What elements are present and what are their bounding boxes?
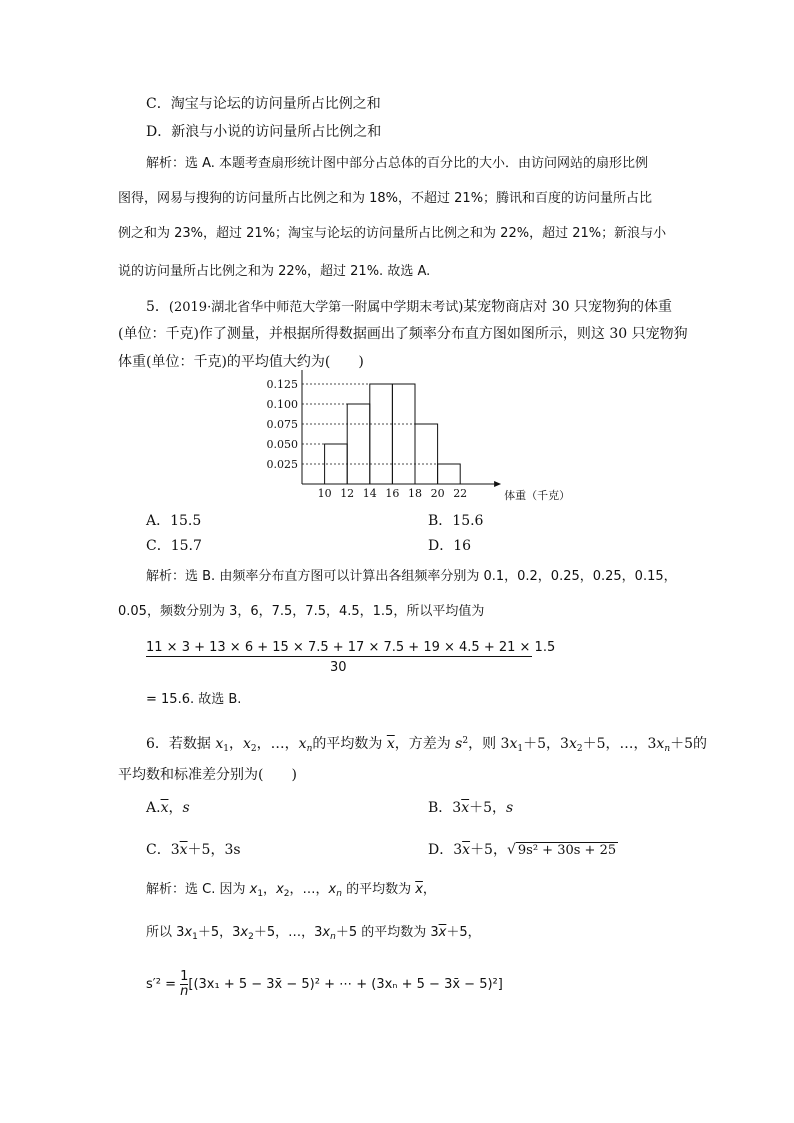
q4-solution-line1: 解析：选 A. 本题考查扇形统计图中部分占总体的百分比的大小．由访问网站的扇形比例 xyxy=(146,156,649,171)
q6-variance-rhs: [(3x₁ + 5 − 3x̄ − 5)² + ⋯ + (3xₙ + 5 − 3x̄ − 5)²] xyxy=(188,977,503,992)
q6-solution-text: 的平均数为 xyxy=(341,882,416,897)
histogram-bar xyxy=(347,404,370,484)
q6-option-d: D．$3\overline{x}+5$，√ 9s² + 30s + 25 xyxy=(428,842,617,858)
q6-variance-lhs: s′² = xyxy=(146,977,181,992)
y-tick-label: 0.075 xyxy=(266,418,298,431)
histogram-bar xyxy=(392,384,415,484)
q5-stem-line2: (单位：千克)作了测量，并根据所得数据画出了频率分布直方图如图所示，则这 30 只宠物狗 xyxy=(118,326,688,342)
q6-option-d-label: D． xyxy=(428,842,454,858)
q5-solution-line2: 0.05，频数分别为 3，6，7.5，7.5，4.5，1.5，所以平均值为 xyxy=(118,604,485,619)
q4-solution-line2: 图得，网易与搜狗的访问量所占比例之和为 18%，不超过 21%；腾讯和百度的访问量所占比 xyxy=(118,191,653,206)
q6-stem-text: 的平均数为 xyxy=(312,736,387,752)
q6-solution-line2: 所以 $3x_1+5$，$3x_2+5$，…，$3x_n+5$ 的平均数为 $3\overline{x}+5$， xyxy=(146,925,481,942)
q6-stem-text: ，则 xyxy=(468,736,501,752)
x-tick-label: 22 xyxy=(453,487,468,500)
q5-fraction-numerator: 11 × 3 + 13 × 6 + 15 × 7.5 + 17 × 7.5 + 19 × 4.5 + 21 × 1.5 xyxy=(146,640,556,655)
q5-option-b: B．15.6 xyxy=(428,513,484,529)
q6-solution-line1: 解析：选 C. 因为 $x_1$，$x_2$，…，$x_n$ 的平均数为 $\overline{x}$， xyxy=(146,882,436,899)
q6-mean-symbol: $\overline{x}$ xyxy=(386,736,395,752)
q6-stem-line2: 平均数和标准差分别为( ) xyxy=(118,767,297,783)
q6-option-b: B．$3\overline{x}+5$，s xyxy=(428,800,514,816)
q4-option-c: C．淘宝与论坛的访问量所占比例之和 xyxy=(146,96,381,112)
q6-s-symbol: s xyxy=(455,736,463,752)
q6-option-c-sd: 3s xyxy=(224,842,241,858)
q6-frac-numerator: 1 xyxy=(180,969,189,984)
x-tick-label: 10 xyxy=(317,487,332,500)
q6-solution-text: 所以 xyxy=(146,925,177,940)
q6-number: 6． xyxy=(146,736,169,752)
q4-solution-line3: 例之和为 23%，超过 21%；淘宝与论坛的访问量所占比例之和为 22%，超过 21%；新浪与小 xyxy=(118,226,667,241)
x-tick-label: 18 xyxy=(408,487,422,500)
x-axis-label: 体重（千克） xyxy=(504,489,570,502)
q6-option-d-radicand: 9s² + 30s + 25 xyxy=(517,843,617,858)
q6-stem-text: 的 xyxy=(693,736,708,752)
q6-solution-text: 的平均数为 xyxy=(357,925,431,940)
q5-fraction-bar xyxy=(146,656,532,657)
histogram-bar xyxy=(370,384,393,484)
y-tick-label: 0.050 xyxy=(266,438,298,451)
histogram-bar xyxy=(438,464,461,484)
q5-result: = 15.6. 故选 B. xyxy=(146,692,242,707)
q6-frac-denominator: n xyxy=(180,984,189,999)
x-tick-label: 14 xyxy=(362,487,377,500)
q5-stem-line3: 体重(单位：千克)的平均值大约为( ) xyxy=(118,354,364,370)
q4-option-d: D．新浪与小说的访问量所占比例之和 xyxy=(146,124,382,140)
x-tick-label: 12 xyxy=(340,487,355,500)
q4-solution-line4: 说的访问量所占比例之和为 22%，超过 21%. 故选 A. xyxy=(118,264,431,279)
q5-fraction-denominator: 30 xyxy=(330,660,347,675)
q5-stem-line1 xyxy=(146,297,672,318)
q6-stem-line1: 6．若数据 $x_1$，$x_2$，…，$x_n$的平均数为 $\overline{x}$，方差为 $s^2$，则 $3x_1+5$，$3x_2+5$，…，$3x_n+5$的 xyxy=(146,736,708,754)
q5-source: (2019·湖北省华中师范大学第一附属中学期末考试) xyxy=(168,300,464,315)
y-tick-label: 0.100 xyxy=(266,398,298,411)
q5-stem-text: 某宠物商店对 30 只宠物狗的体重 xyxy=(463,299,673,315)
q5-solution-line1: 解析：选 B. 由频率分布直方图可以计算出各组频率分别为 0.1，0.2，0.25，0.25，0.15， xyxy=(146,569,677,584)
x-tick-label: 16 xyxy=(385,487,400,500)
histogram-bar xyxy=(415,424,438,484)
q6-option-a-label: A. xyxy=(146,800,161,816)
q6-option-b-label: B． xyxy=(428,800,453,816)
q5-option-d: D．16 xyxy=(428,538,472,554)
histogram-chart xyxy=(240,370,570,510)
q6-option-a: $A.\overline{x}$，s xyxy=(146,800,190,816)
q6-stem-text: 若数据 xyxy=(168,736,216,752)
q5-number: 5． xyxy=(146,299,169,315)
x-tick-label: 20 xyxy=(430,487,445,500)
q5-option-a: A．15.5 xyxy=(146,513,202,529)
x-axis-arrow xyxy=(494,481,501,487)
q6-option-c-label: C． xyxy=(146,842,171,858)
q6-solution-text: 解析：选 C. 因为 xyxy=(146,882,250,897)
y-tick-label: 0.025 xyxy=(266,458,298,471)
q5-option-c: C．15.7 xyxy=(146,538,202,554)
q6-stem-text: ，方差为 xyxy=(394,736,456,752)
q6-option-c: C．$3\overline{x}+5$，3s xyxy=(146,842,241,858)
q6-solution-line3 xyxy=(146,970,503,999)
y-tick-label: 0.125 xyxy=(266,378,298,391)
